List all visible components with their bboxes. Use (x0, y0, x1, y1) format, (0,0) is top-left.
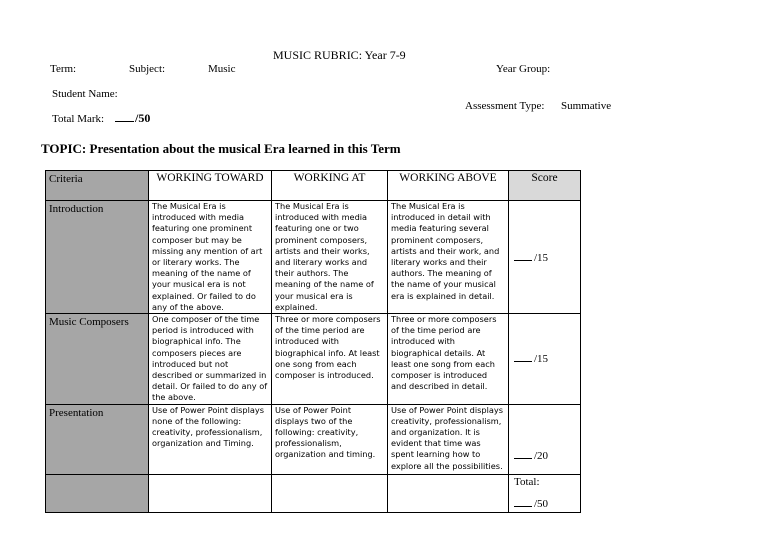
rubric-title: MUSIC RUBRIC: Year 7-9 (273, 48, 406, 62)
total-score-value: /50 (534, 497, 549, 510)
score-value: /15 (534, 353, 549, 366)
cell-at: Use of Power Point displays two of the following: creativity, professionalism, organization and timing. (272, 404, 388, 474)
cell-above: The Musical Era is introduced in detail with media featuring several prominent composers, artists and their work, and literary works and their authors. The meaning of the name of your musical era is explained in detail. (388, 201, 509, 314)
header-working-toward: WORKING TOWARD (149, 171, 272, 201)
score-cell (509, 404, 581, 474)
assessment-type-value: Summative (561, 100, 612, 112)
criteria-presentation: Presentation (46, 404, 149, 474)
table-total-row (46, 474, 581, 512)
score-cell (509, 201, 581, 314)
score-cell (509, 314, 581, 405)
score-blank (514, 251, 532, 261)
cell-toward: The Musical Era is introduced with media featuring one prominent composer but may be missing any mention of art or literary works. The meaning of the name of your musical era is not explained. Or failed to do any of the above. (149, 201, 272, 314)
cell-toward: Use of Power Point displays none of the following: creativity, professionalism, organization and Timing. (149, 404, 272, 474)
cell-blank (388, 474, 509, 512)
topic-heading: TOPIC: Presentation about the musical Era learned in this Term (41, 141, 401, 156)
total-score-blank (514, 497, 532, 507)
table-row (46, 314, 581, 405)
score-value: /20 (534, 449, 549, 462)
cell-above: Three or more composers of the time period are introduced with biographical details. At least one song from each composer is introduced and described in detail. (388, 314, 509, 405)
table-header-row (46, 171, 581, 201)
cell-at: Three or more composers of the time period are introduced with biographical info. At least one song from each composer is introduced. (272, 314, 388, 405)
criteria-blank (46, 474, 149, 512)
total-mark-value: /50 (135, 111, 151, 125)
header-score: Score (509, 171, 581, 201)
header-working-at: WORKING AT (272, 171, 388, 201)
table-row (46, 201, 581, 314)
cell-at: The Musical Era is introduced with media featuring one or two prominent composers, artists and their works, and literary works and their authors. The meaning of the name of your musical era is explained. (272, 201, 388, 314)
cell-above: Use of Power Point displays creativity, professionalism, and organization. It is evident that time was spent learning how to explore all the possibilities. (388, 404, 509, 474)
student-name-label: Student Name: (52, 88, 118, 100)
header-criteria: Criteria (46, 171, 149, 201)
total-mark-blank (115, 112, 134, 122)
score-blank (514, 449, 532, 459)
score-blank (514, 352, 532, 362)
cell-blank (272, 474, 388, 512)
total-mark-label: Total Mark: (52, 113, 105, 125)
assessment-type-label: Assessment Type: (465, 100, 545, 112)
rubric-table (45, 170, 581, 513)
score-value: /15 (534, 251, 549, 264)
cell-blank (149, 474, 272, 512)
cell-toward: One composer of the time period is introduced with biographical info. The composers pieces are introduced but not described or summarized in detail. Or failed to do any of the above. (149, 314, 272, 405)
header-working-above: WORKING ABOVE (388, 171, 509, 201)
total-score-field (514, 497, 575, 510)
subject-value: Music (208, 63, 236, 75)
subject-label: Subject: (129, 63, 166, 75)
table-row (46, 404, 581, 474)
total-label: Total: (514, 475, 540, 488)
criteria-music-composers: Music Composers (46, 314, 149, 405)
total-mark-field (115, 111, 150, 126)
total-score-cell (509, 474, 581, 512)
term-label: Term: (50, 63, 77, 75)
year-group-label: Year Group: (496, 63, 551, 75)
criteria-introduction: Introduction (46, 201, 149, 314)
